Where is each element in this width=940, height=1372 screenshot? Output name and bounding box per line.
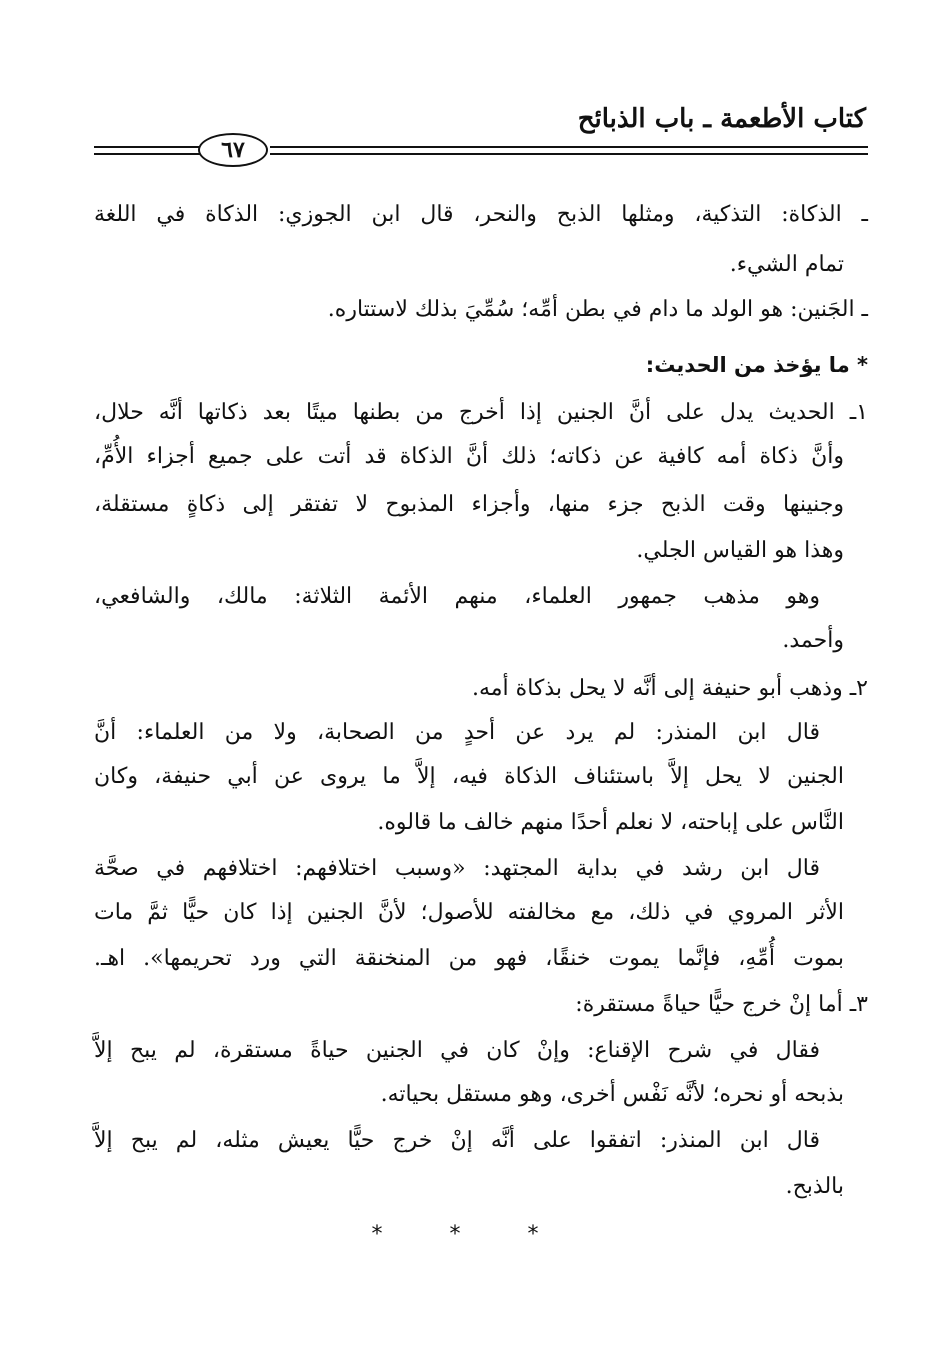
text-line: وهذا هو القياس الجلي. — [636, 538, 844, 563]
text-line: الجنين لا يحل إلاَّ باستئناف الذكاة فيه، إلاَّ ما يروى عن أبي حنيفة، وكان — [94, 764, 844, 789]
text-line: ٢ـ وذهب أبو حنيفة إلى أنَّه لا يحل بذكاة أمه. — [471, 676, 868, 701]
page-number: ٦٧ — [198, 133, 268, 167]
text-line: بموت أُمِّهِ، فإنَّما يموت خنقًا، فهو من المنخنقة التي ورد تحريمها». اهـ. — [94, 946, 844, 971]
header-rule-left-bottom — [94, 153, 200, 155]
text-line: النَّاس على إباحته، لا نعلم أحدًا منهم خالف ما قالوه. — [377, 810, 844, 835]
text-line: ـ الذكاة: التذكية، ومثلها الذبح والنحر، قال ابن الجوزي: الذكاة في اللغة — [94, 202, 868, 227]
header-rule-left-top — [94, 146, 200, 148]
text-line: بذبحه أو نحره؛ لأنَّه نَفْس أخرى، وهو مستقل بحياته. — [380, 1082, 844, 1107]
text-line: ـ الجَنين: هو الولد ما دام في بطن أمِّه؛ سُمِّيَ بذلك لاستتاره. — [327, 297, 868, 322]
text-line: وأحمد. — [782, 628, 844, 653]
text-line: وهو مذهب جمهور العلماء، منهم الأئمة الثلاثة: مالك، والشافعي، — [94, 584, 820, 609]
text-line: قال ابن رشد في بداية المجتهد: «وسبب اختلافهم: اختلافهم في صحَّة — [94, 856, 820, 881]
running-title: كتاب الأطعمة ـ باب الذبائح — [577, 104, 866, 134]
text-line: وأنَّ ذكاة أمه كافية عن ذكاته؛ ذلك أنَّ الذكاة قد أتت على جميع أجزاء الأُمِّ، — [94, 444, 844, 469]
text-line: وجنينها وقت الذبح جزء منها، وأجزاء المذبوح لا تفتقر إلى ذكاةٍ مستقلة، — [94, 492, 844, 517]
text-line: ١ـ الحديث يدل على أنَّ الجنين إذا أخرج من بطنها ميتًا بعد ذكاتها أنَّه حلال، — [94, 400, 868, 425]
section-heading: * ما يؤخذ من الحديث: — [645, 353, 868, 377]
section-separator: * * * — [371, 1222, 569, 1247]
text-line: قال ابن المنذر: لم يرد عن أحدٍ من الصحابة، ولا من العلماء: أنَّ — [94, 720, 820, 745]
text-line: قال ابن المنذر: اتفقوا على أنَّه إنْ خرج حيًّا يعيش مثله، لم يبح إلاَّ — [94, 1128, 820, 1153]
text-line: الأثر المروي في ذلك، مع مخالفته للأصول؛ لأنَّ الجنين إذا كان حيًّا ثمَّ مات — [94, 900, 844, 925]
header-rule-right-top — [270, 146, 868, 148]
text-line: بالذبح. — [785, 1174, 844, 1199]
text-line: تمام الشيء. — [729, 252, 844, 277]
header-rule-right-bottom — [270, 153, 868, 155]
text-line: فقال في شرح الإقناع: وإنْ كان في الجنين حياةً مستقرة، لم يبح إلاَّ — [94, 1038, 820, 1063]
text-line: ٣ـ أما إنْ خرج حيًّا حياةً مستقرة: — [575, 992, 868, 1017]
